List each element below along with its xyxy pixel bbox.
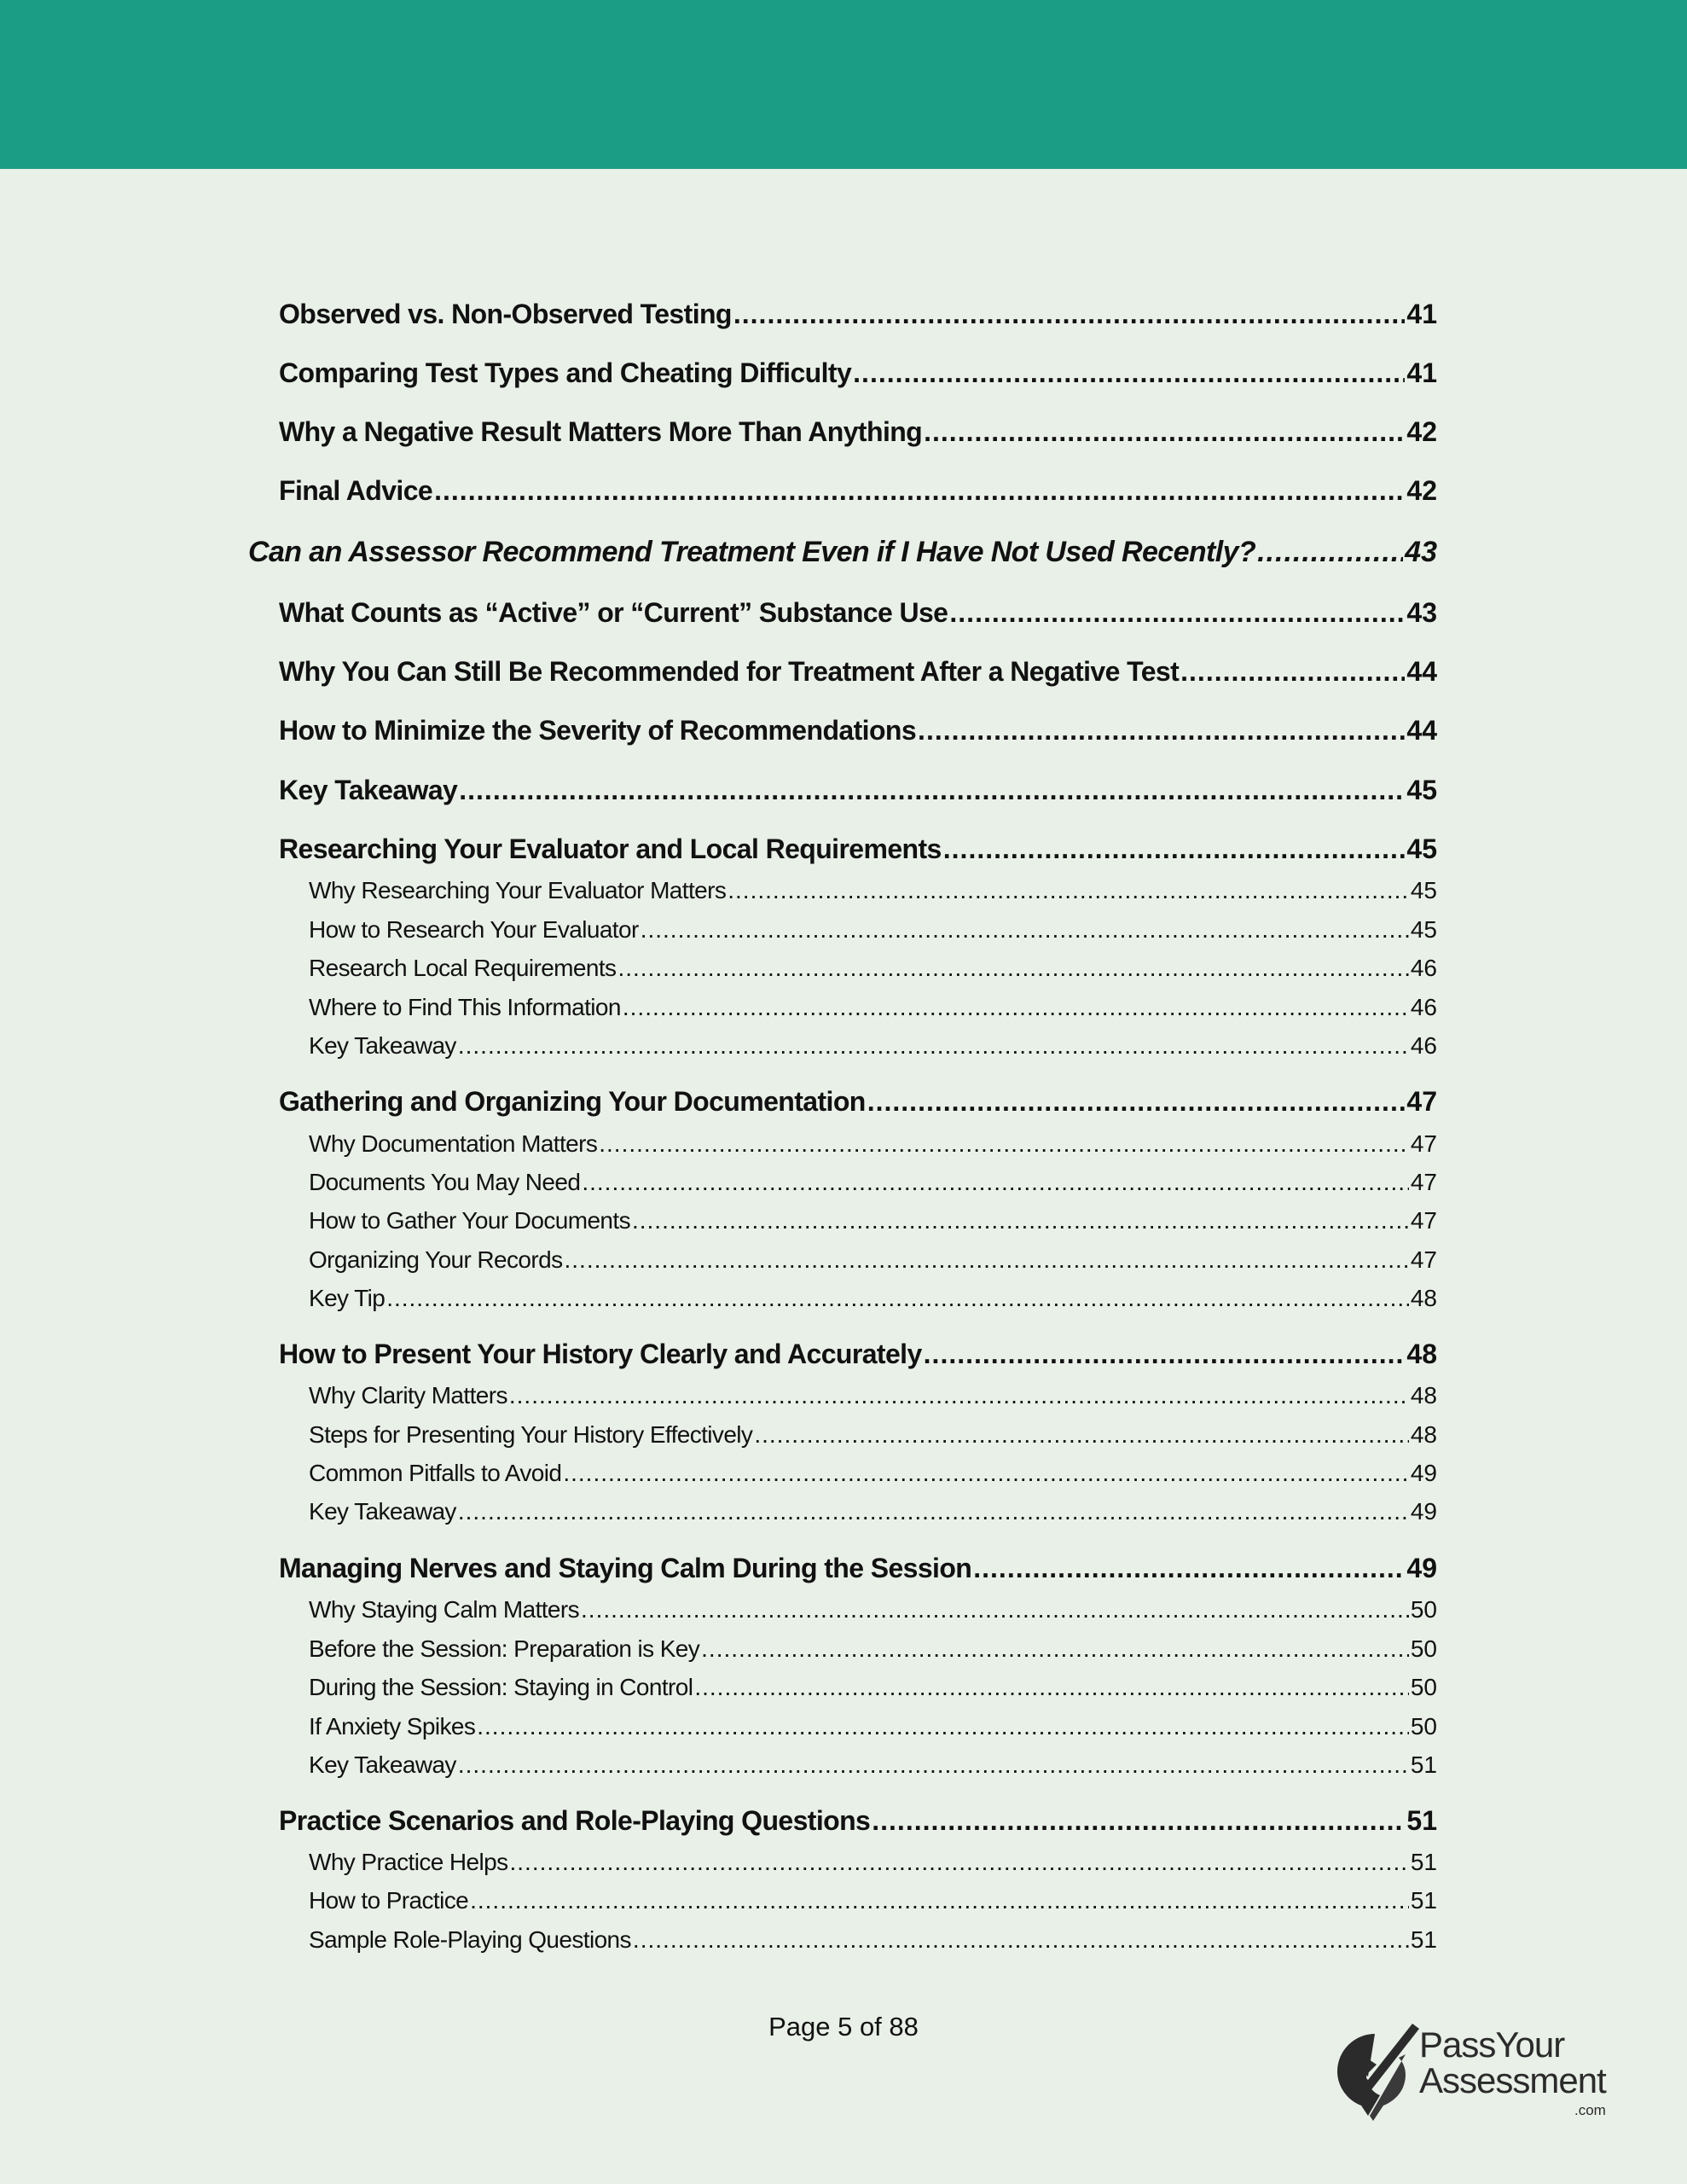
toc-subentry[interactable] [309,1849,1437,1876]
toc-entry-title: Why Practice Helps [309,1849,508,1875]
toc-subentry[interactable] [309,1635,1437,1663]
dot-leader [943,834,1406,865]
dot-leader [470,1887,1409,1914]
toc-entry[interactable] [279,1339,1437,1370]
toc-entry-title: How to Minimize the Severity of Recommendations [279,715,917,746]
toc-entry-page: 46 [1410,955,1437,981]
toc-subentry[interactable] [309,1460,1437,1487]
toc-entry-title: How to Research Your Evaluator [309,916,639,943]
toc-entry[interactable] [279,656,1437,688]
toc-entry-title: What Counts as “Active” or “Current” Substance Use [279,597,948,628]
toc-subentry[interactable] [309,1421,1437,1449]
dot-leader [509,1382,1409,1409]
toc-entry-page: 51 [1410,1751,1437,1778]
dot-leader [867,1086,1406,1118]
brand-name-line1: PassYour [1419,2024,1565,2065]
toc-entry-page: 51 [1410,1849,1437,1875]
dot-leader [386,1285,1409,1312]
toc-entry[interactable] [279,597,1437,629]
brand-logo [1330,2017,1620,2123]
toc-entry-page: 50 [1410,1713,1437,1740]
toc-entry-page: 46 [1410,994,1437,1020]
toc-entry-title: Key Takeaway [279,775,458,805]
toc-entry-title: Why Clarity Matters [309,1382,507,1409]
toc-entry-title: Comparing Test Types and Cheating Difficulty [279,357,852,388]
toc-subentry[interactable] [309,1713,1437,1740]
toc-entry[interactable] [279,299,1437,330]
toc-entry-page: 44 [1406,656,1437,687]
toc-entry-page: 43 [1405,536,1437,568]
toc-subentry[interactable] [309,955,1437,982]
toc-entry-title: Researching Your Evaluator and Local Requirements [279,834,942,864]
toc-entry-title: How to Present Your History Clearly and Accurately [279,1339,922,1369]
dot-leader [918,715,1405,746]
dot-leader [973,1553,1405,1584]
toc-subentry[interactable] [309,994,1437,1021]
toc-entry-title: Key Takeaway [309,1032,456,1059]
toc-subentry[interactable] [309,916,1437,944]
dot-leader [582,1169,1409,1196]
dot-leader [733,299,1406,330]
dot-leader [565,1246,1409,1274]
toc-entry-title: Documents You May Need [309,1169,581,1195]
toc-entry-page: 45 [1406,775,1437,805]
brand-tld: .com [1574,2102,1606,2118]
page-number: Page 5 of 88 [768,2012,919,2042]
dot-leader [694,1674,1409,1701]
toc-subentry[interactable] [309,1169,1437,1196]
toc-subentry[interactable] [309,877,1437,904]
toc-entry-page: 47 [1410,1130,1437,1157]
toc-entry-title: How to Gather Your Documents [309,1207,630,1234]
toc-subentry[interactable] [309,1207,1437,1234]
toc-entry-page: 43 [1406,597,1437,628]
dot-leader [510,1849,1409,1876]
toc-subentry[interactable] [309,1382,1437,1409]
toc-entry-title: If Anxiety Spikes [309,1713,476,1740]
toc-entry-title: Sample Role-Playing Questions [309,1926,631,1953]
dot-leader [458,1032,1409,1060]
toc-entry-page: 51 [1410,1887,1437,1914]
dot-leader [872,1805,1405,1837]
dot-leader [581,1596,1409,1623]
dot-leader [728,877,1409,904]
checkmark-badge-icon [1330,2017,1424,2123]
toc-entry-page: 48 [1410,1421,1437,1448]
toc-entry-page: 45 [1410,877,1437,903]
toc-entry-page: 42 [1406,475,1437,506]
toc-entry-title: Practice Scenarios and Role-Playing Questions [279,1805,871,1836]
toc-entry-title: Key Takeaway [309,1498,456,1525]
dot-leader [754,1421,1409,1449]
toc-subentry[interactable] [309,1498,1437,1525]
toc-entry[interactable] [279,715,1437,746]
toc-entry[interactable] [279,416,1437,448]
toc-entry-page: 49 [1410,1498,1437,1525]
dot-leader [563,1460,1409,1487]
toc-entry-page: 45 [1406,834,1437,864]
toc-subentry[interactable] [309,1032,1437,1060]
toc-entry-page: 47 [1410,1169,1437,1195]
toc-entry[interactable] [279,775,1437,806]
toc-entry-title: Final Advice [279,475,433,506]
toc-entry-page: 51 [1410,1926,1437,1953]
toc-entry-title: Before the Session: Preparation is Key [309,1635,700,1662]
toc-entry-title: Why Researching Your Evaluator Matters [309,877,727,903]
toc-entry-title: Why a Negative Result Matters More Than Anything [279,416,923,447]
toc-subentry[interactable] [309,1285,1437,1312]
toc-subentry[interactable] [309,1596,1437,1623]
dot-leader [949,597,1405,629]
toc-subentry[interactable] [309,1926,1437,1954]
dot-leader [924,1339,1406,1370]
toc-entry-title: Research Local Requirements [309,955,617,981]
dot-leader [641,916,1409,944]
toc-entry-title: Key Takeaway [309,1751,456,1778]
dot-leader [924,416,1405,448]
dot-leader [623,994,1409,1021]
toc-entry-page: 50 [1410,1674,1437,1700]
toc-entry-page: 50 [1410,1596,1437,1623]
toc-subentry[interactable] [309,1887,1437,1914]
toc-chapter-entry[interactable] [248,536,1437,569]
toc-subentry[interactable] [309,1674,1437,1701]
toc-entry-page: 45 [1410,916,1437,943]
toc-entry-page: 49 [1410,1460,1437,1486]
toc-entry-page: 47 [1410,1207,1437,1234]
toc-entry-title: Observed vs. Non-Observed Testing [279,299,732,329]
toc-entry[interactable] [279,475,1437,507]
toc-entry-title: Why You Can Still Be Recommended for Treatment After a Negative Test [279,656,1180,687]
toc-entry[interactable] [279,1086,1437,1118]
toc-entry-page: 49 [1406,1553,1437,1583]
toc-entry-page: 41 [1406,357,1437,388]
toc-entry[interactable] [279,834,1437,865]
dot-leader [458,1751,1409,1779]
dot-leader [599,1130,1409,1158]
dot-leader [701,1635,1409,1663]
toc-subentry[interactable] [309,1246,1437,1274]
toc-entry-title: Gathering and Organizing Your Documentation [279,1086,866,1117]
dot-leader [458,1498,1409,1525]
dot-leader [459,775,1405,806]
toc-entry[interactable] [279,1553,1437,1584]
toc-entry-title: Why Documentation Matters [309,1130,598,1157]
toc-entry-title: Can an Assessor Recommend Treatment Even if I Have Not Used Recently? [248,536,1256,568]
toc-entry-page: 41 [1406,299,1437,329]
dot-leader [1180,656,1405,688]
toc-entry-page: 47 [1406,1086,1437,1117]
toc-entry-title: Key Tip [309,1285,386,1311]
toc-entry-title: Common Pitfalls to Avoid [309,1460,562,1486]
brand-name-line2: Assessment [1419,2060,1606,2100]
toc-entry-title: How to Practice [309,1887,469,1914]
dot-leader [477,1713,1409,1740]
toc-entry-title: Steps for Presenting Your History Effectively [309,1421,753,1448]
toc-entry-page: 47 [1410,1246,1437,1273]
dot-leader [633,1926,1409,1954]
toc-entry-title: Managing Nerves and Staying Calm During the Session [279,1553,972,1583]
toc-entry-page: 50 [1410,1635,1437,1662]
toc-subentry[interactable] [309,1751,1437,1779]
dot-leader [434,475,1405,507]
toc-subentry[interactable] [309,1130,1437,1158]
toc-entry-page: 42 [1406,416,1437,447]
toc-entry-page: 48 [1406,1339,1437,1369]
header-band [0,0,1687,169]
toc-entry-page: 44 [1406,715,1437,746]
toc-entry[interactable] [279,1805,1437,1837]
toc-entry-title: Organizing Your Records [309,1246,563,1273]
toc-entry[interactable] [279,357,1437,389]
dot-leader [617,955,1408,982]
toc-entry-title: During the Session: Staying in Control [309,1674,693,1700]
dot-leader [853,357,1405,389]
dot-leader [632,1207,1409,1234]
toc-entry-page: 48 [1410,1382,1437,1409]
toc-entry-title: Why Staying Calm Matters [309,1596,580,1623]
dot-leader [1257,536,1403,569]
toc-entry-page: 46 [1410,1032,1437,1059]
toc-entry-page: 48 [1410,1285,1437,1311]
toc-entry-title: Where to Find This Information [309,994,621,1020]
toc-entry-page: 51 [1406,1805,1437,1836]
